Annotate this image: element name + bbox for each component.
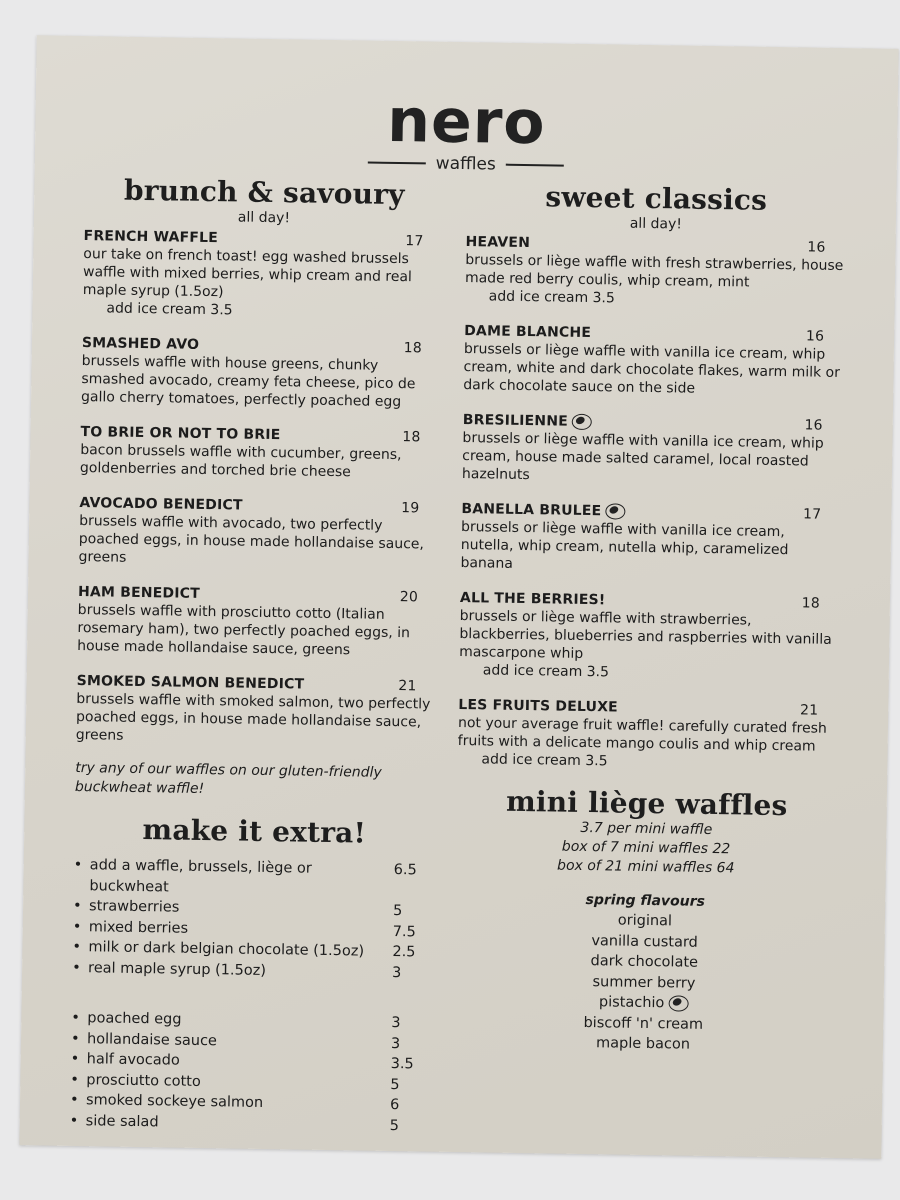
mini-section	[453, 785, 837, 1057]
extras-list-1	[72, 855, 434, 984]
extra-price: 3	[391, 964, 402, 981]
menu-item	[465, 233, 846, 311]
item-description: brussels or liège waffle with vanilla ice cream, nutella, whip cream, nutella whip, caramelized banana	[460, 519, 789, 572]
flavour-name: dark chocolate	[590, 953, 699, 971]
item-price: 21	[799, 702, 819, 719]
menu-item	[462, 411, 843, 489]
item-description: brussels or liège waffle with vanilla ice cream, whip cream, house made salted caramel, local roasted hazelnuts	[461, 430, 824, 484]
logo-subtitle: waffles	[435, 153, 496, 175]
menu-item	[459, 589, 840, 685]
item-addon: add ice cream 3.5	[106, 300, 233, 319]
nut-icon	[668, 995, 688, 1011]
extra-name: poached egg	[87, 1010, 182, 1028]
brunch-title: brunch & savoury	[123, 173, 405, 212]
bullet: •	[71, 1009, 81, 1027]
bullet: •	[73, 856, 83, 874]
nut-icon	[572, 414, 592, 430]
item-description: brussels or liège waffle with vanilla ice cream, whip cream, white and dark chocolate flakes, warm milk or dark chocolate sauce on the side	[463, 341, 841, 397]
item-name: ALL THE BERRIES!	[459, 590, 606, 609]
flavour-name: summer berry	[592, 973, 696, 992]
item-price: 19	[401, 500, 420, 517]
item-price: 17	[802, 506, 822, 523]
gluten-note: try any of our waffles on our gluten-friendly buckwheat waffle!	[74, 759, 382, 798]
extra-price: 6	[389, 1096, 400, 1114]
flavours-list	[453, 908, 835, 1057]
extra-name: add a waffle, brussels, liège or buckwheat	[89, 857, 312, 895]
flavour-name: vanilla custard	[591, 932, 698, 951]
item-name: AVOCADO BENEDICT	[79, 495, 243, 514]
item-description: our take on french toast! egg washed brussels waffle with mixed berries, whip cream and real maple syrup (1.5oz)	[82, 246, 413, 301]
menu-paper	[19, 35, 898, 1158]
item-price: 16	[804, 417, 823, 434]
item-name-wrap	[82, 334, 200, 354]
item-name: BRESILIENNE	[462, 412, 569, 430]
item-description: brussels waffle with avocado, two perfectly poached eggs, in house made hollandaise sauce, greens	[78, 513, 425, 566]
extra-name: side salad	[85, 1112, 159, 1130]
flavour-name: original	[617, 912, 673, 930]
bullet: •	[70, 1050, 80, 1068]
item-name-wrap	[83, 227, 218, 247]
extras-title: make it extra!	[142, 813, 367, 850]
item-name: HAM BENEDICT	[77, 584, 201, 602]
mini-price: box of 21 mini waffles 64	[556, 857, 735, 877]
item-price: 18	[403, 340, 423, 357]
item-name-wrap	[78, 583, 200, 603]
extra-name: strawberries	[88, 898, 180, 916]
item-price: 16	[805, 328, 825, 345]
extra-item	[73, 855, 434, 902]
item-description: brussels waffle with smoked salmon, two perfectly poached eggs, in house made hollandaise sauce, greens	[75, 691, 431, 744]
item-description: brussels or liège waffle with strawberries, blackberries, blueberries and raspberries with vanilla mascarpone whip	[459, 608, 832, 662]
flavour-name: maple bacon	[595, 1035, 691, 1053]
menu-item	[81, 334, 442, 412]
sweet-subtitle: all day!	[629, 215, 683, 233]
item-name: TO BRIE OR NOT TO BRIE	[80, 424, 281, 444]
menu-item	[77, 583, 438, 661]
item-description: brussels waffle with house greens, chunky smashed avocado, creamy feta cheese, pico de gallo cherry tomatoes, perfectly poached egg	[80, 353, 416, 411]
item-name: SMASHED AVO	[81, 335, 200, 353]
item-name-wrap	[464, 322, 591, 342]
right-column	[453, 180, 847, 1057]
bullet: •	[70, 1030, 80, 1047]
extra-name: milk or dark belgian chocolate (1.5oz)	[88, 939, 365, 960]
mini-price: box of 7 mini waffles 22	[561, 838, 731, 858]
item-name-wrap	[465, 233, 530, 252]
mini-price: 3.7 per mini waffle	[580, 819, 713, 839]
bullet: •	[69, 1112, 79, 1129]
item-name-wrap	[460, 589, 606, 609]
extra-price: 3.5	[390, 1055, 414, 1073]
item-addon: add ice cream 3.5	[481, 751, 608, 770]
sweet-items	[457, 233, 845, 774]
item-description: brussels waffle with prosciutto cotto (Italian rosemary ham), two perfectly poached eggs, in house made hollandaise sauce, greens	[77, 602, 411, 659]
item-description: not your average fruit waffle! carefully curated fresh fruits with a delicate mango coulis and whip cream	[457, 715, 827, 755]
menu-item	[76, 672, 437, 750]
flavours-title: spring flavours	[585, 892, 706, 910]
nut-icon	[605, 503, 625, 519]
extra-price: 3	[391, 1014, 401, 1032]
sweet-title: sweet classics	[545, 180, 768, 217]
extra-price: 5	[389, 1117, 400, 1134]
menu-item	[78, 494, 439, 572]
item-addon: add ice cream 3.5	[488, 288, 615, 307]
logo-rule	[368, 162, 426, 165]
logo	[35, 85, 898, 181]
menu-item	[457, 696, 838, 774]
extra-price: 3	[390, 1035, 401, 1052]
flavour-name: biscoff 'n' cream	[583, 1014, 704, 1033]
menu-item	[460, 500, 841, 578]
item-name: LES FRUITS DELUXE	[458, 697, 619, 716]
item-name: SMOKED SALMON BENEDICT	[76, 673, 305, 693]
item-name: HEAVEN	[465, 234, 531, 252]
menu-item	[463, 322, 844, 400]
bullet: •	[69, 1091, 79, 1109]
bullet: •	[72, 897, 82, 915]
flavour-name: pistachio	[598, 994, 665, 1012]
extra-name: real maple syrup (1.5oz)	[88, 959, 267, 979]
item-price: 18	[801, 595, 821, 612]
mini-title: mini liège waffles	[505, 784, 788, 823]
item-price: 16	[807, 239, 826, 256]
item-price: 18	[402, 429, 421, 446]
item-price: 20	[399, 589, 419, 606]
extra-price: 6.5	[393, 862, 417, 879]
item-name: FRENCH WAFFLE	[83, 228, 219, 247]
item-price: 21	[398, 678, 417, 695]
item-description: bacon brussels waffle with cucumber, greens, goldenberries and torched brie cheese	[79, 442, 402, 481]
extras-section	[70, 813, 435, 1137]
item-name: BANELLA BRULEE	[461, 501, 602, 520]
item-price: 17	[405, 233, 424, 250]
extra-price: 5	[392, 903, 403, 920]
bullet: •	[72, 959, 81, 976]
item-name-wrap	[463, 411, 592, 431]
extra-price: 7.5	[392, 923, 416, 940]
bullet: •	[72, 918, 82, 935]
mini-prices	[456, 817, 837, 880]
menu-item	[82, 227, 443, 323]
brunch-items	[76, 227, 444, 750]
item-description: brussels or liège waffle with fresh strawberries, house made red berry coulis, whip cream, mint	[464, 252, 844, 291]
logo-rule	[506, 164, 564, 167]
extra-name: smoked sockeye salmon	[85, 1092, 264, 1111]
left-column	[70, 174, 445, 1137]
extra-name: half avocado	[86, 1051, 180, 1069]
extra-price: 5	[390, 1076, 400, 1093]
brunch-subtitle: all day!	[237, 209, 291, 227]
extra-name: mixed berries	[88, 918, 189, 937]
item-name: DAME BLANCHE	[464, 323, 592, 342]
bullet: •	[72, 938, 82, 956]
extra-item	[70, 1110, 430, 1136]
extra-name: prosciutto cotto	[86, 1071, 201, 1090]
extra-name: hollandaise sauce	[86, 1030, 218, 1049]
menu-item	[80, 423, 441, 483]
extras-list-2	[70, 1008, 432, 1137]
logo-wordmark: nero	[386, 85, 547, 159]
bullet: •	[70, 1071, 80, 1088]
item-addon: add ice cream 3.5	[482, 662, 610, 681]
extra-price: 2.5	[392, 943, 416, 961]
